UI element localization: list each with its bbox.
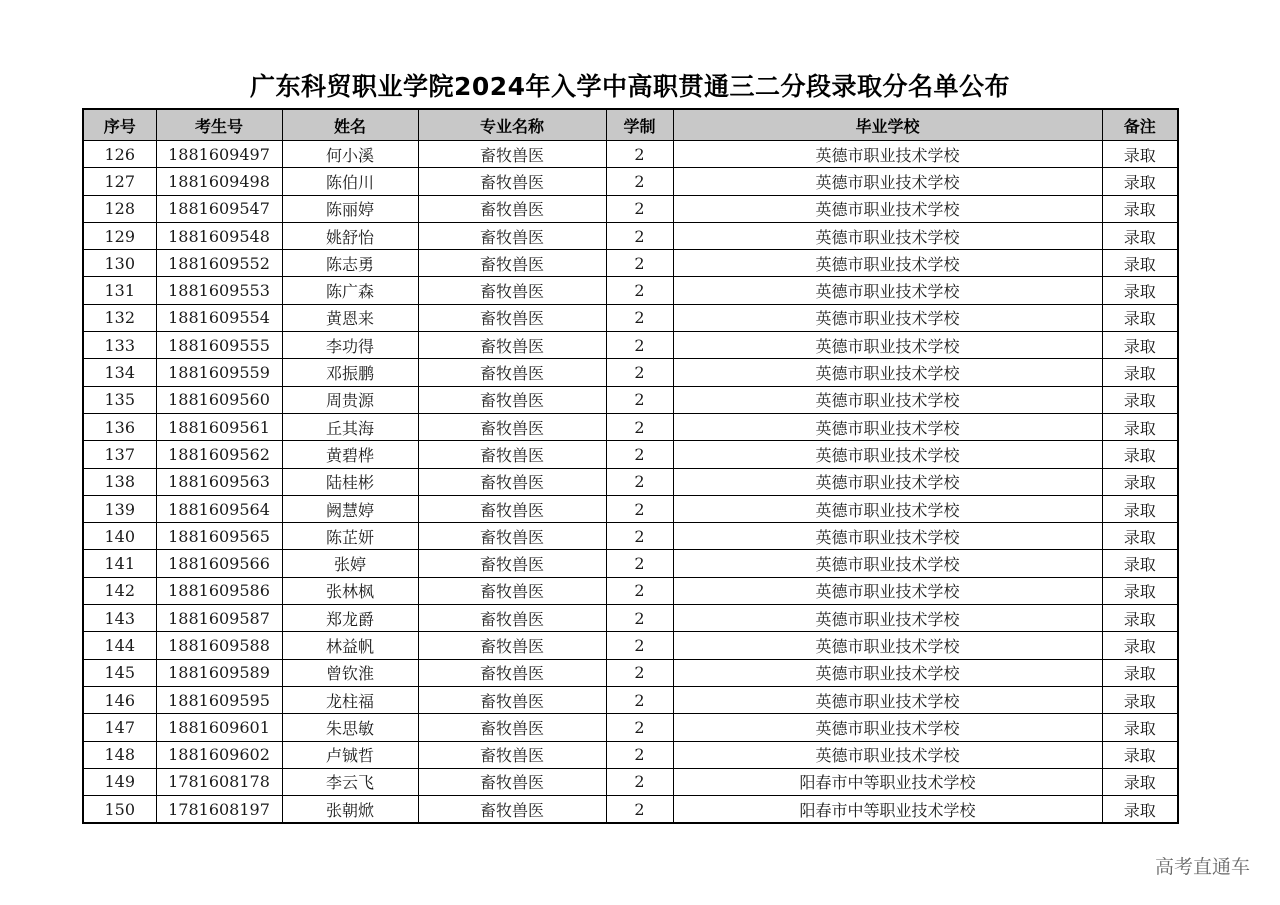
table-row [83,714,1178,741]
cell-exam-id: 1881609559 [156,359,282,386]
cell-name: 张婷 [282,550,418,577]
cell-major: 畜牧兽医 [418,250,606,277]
cell-major: 畜牧兽医 [418,386,606,413]
cell-seq: 149 [83,768,156,795]
cell-name: 丘其海 [282,413,418,440]
table-row [83,495,1178,522]
cell-school: 阳春市中等职业技术学校 [673,768,1102,795]
cell-remark: 录取 [1102,468,1178,495]
table-row [83,277,1178,304]
cell-seq: 150 [83,796,156,824]
cell-exam-id: 1881609588 [156,632,282,659]
cell-exam-id: 1881609563 [156,468,282,495]
cell-school: 英德市职业技术学校 [673,304,1102,331]
table-row [83,250,1178,277]
watermark-text: 高考直通车 [1154,856,1250,878]
cell-remark: 录取 [1102,714,1178,741]
cell-remark: 录取 [1102,605,1178,632]
table-row [83,741,1178,768]
table-row [83,359,1178,386]
cell-remark: 录取 [1102,386,1178,413]
cell-exam-id: 1881609601 [156,714,282,741]
cell-school: 英德市职业技术学校 [673,222,1102,249]
cell-remark: 录取 [1102,741,1178,768]
cell-major: 畜牧兽医 [418,768,606,795]
header-row [83,109,1178,141]
cell-major: 畜牧兽医 [418,332,606,359]
cell-major: 畜牧兽医 [418,195,606,222]
cell-duration: 2 [606,550,673,577]
cell-remark: 录取 [1102,659,1178,686]
header-remark: 备注 [1102,109,1178,141]
cell-exam-id: 1881609586 [156,577,282,604]
cell-school: 英德市职业技术学校 [673,195,1102,222]
cell-name: 陈芷妍 [282,523,418,550]
cell-exam-id: 1881609498 [156,168,282,195]
cell-duration: 2 [606,168,673,195]
table-row [83,523,1178,550]
cell-school: 英德市职业技术学校 [673,141,1102,168]
cell-seq: 130 [83,250,156,277]
cell-name: 陈志勇 [282,250,418,277]
cell-seq: 131 [83,277,156,304]
cell-duration: 2 [606,332,673,359]
table-row [83,659,1178,686]
cell-major: 畜牧兽医 [418,796,606,824]
cell-name: 阙慧婷 [282,495,418,522]
cell-seq: 147 [83,714,156,741]
cell-duration: 2 [606,441,673,468]
cell-name: 林益帆 [282,632,418,659]
cell-school: 英德市职业技术学校 [673,523,1102,550]
cell-name: 陈伯川 [282,168,418,195]
cell-exam-id: 1881609554 [156,304,282,331]
cell-major: 畜牧兽医 [418,277,606,304]
cell-major: 畜牧兽医 [418,605,606,632]
cell-major: 畜牧兽医 [418,659,606,686]
cell-name: 何小溪 [282,141,418,168]
cell-name: 姚舒怡 [282,222,418,249]
cell-duration: 2 [606,741,673,768]
cell-duration: 2 [606,605,673,632]
cell-remark: 录取 [1102,250,1178,277]
cell-major: 畜牧兽医 [418,632,606,659]
table-row [83,577,1178,604]
cell-remark: 录取 [1102,222,1178,249]
cell-major: 畜牧兽医 [418,523,606,550]
cell-major: 畜牧兽医 [418,359,606,386]
table-row [83,195,1178,222]
cell-major: 畜牧兽医 [418,714,606,741]
cell-seq: 148 [83,741,156,768]
cell-seq: 134 [83,359,156,386]
cell-remark: 录取 [1102,441,1178,468]
cell-seq: 127 [83,168,156,195]
cell-duration: 2 [606,304,673,331]
cell-seq: 133 [83,332,156,359]
header-major: 专业名称 [418,109,606,141]
cell-remark: 录取 [1102,195,1178,222]
cell-duration: 2 [606,277,673,304]
cell-exam-id: 1881609564 [156,495,282,522]
cell-seq: 141 [83,550,156,577]
cell-remark: 录取 [1102,523,1178,550]
cell-name: 黄碧桦 [282,441,418,468]
cell-remark: 录取 [1102,796,1178,824]
cell-exam-id: 1881609561 [156,413,282,440]
cell-major: 畜牧兽医 [418,413,606,440]
cell-seq: 129 [83,222,156,249]
cell-duration: 2 [606,468,673,495]
cell-major: 畜牧兽医 [418,577,606,604]
cell-school: 英德市职业技术学校 [673,441,1102,468]
cell-duration: 2 [606,250,673,277]
cell-school: 英德市职业技术学校 [673,250,1102,277]
cell-seq: 143 [83,605,156,632]
cell-duration: 2 [606,195,673,222]
table-row [83,686,1178,713]
cell-remark: 录取 [1102,550,1178,577]
cell-name: 李云飞 [282,768,418,795]
cell-school: 英德市职业技术学校 [673,605,1102,632]
cell-seq: 128 [83,195,156,222]
cell-name: 邓振鹏 [282,359,418,386]
cell-duration: 2 [606,413,673,440]
cell-exam-id: 1881609553 [156,277,282,304]
table-row [83,632,1178,659]
cell-school: 英德市职业技术学校 [673,659,1102,686]
table-row [83,796,1178,824]
table-row [83,768,1178,795]
header-exam-id: 考生号 [156,109,282,141]
cell-exam-id: 1881609587 [156,605,282,632]
cell-exam-id: 1781608178 [156,768,282,795]
cell-school: 英德市职业技术学校 [673,168,1102,195]
cell-exam-id: 1781608197 [156,796,282,824]
cell-exam-id: 1881609560 [156,386,282,413]
cell-remark: 录取 [1102,168,1178,195]
cell-school: 英德市职业技术学校 [673,686,1102,713]
cell-major: 畜牧兽医 [418,741,606,768]
cell-school: 英德市职业技术学校 [673,714,1102,741]
table-row [83,468,1178,495]
table-row [83,141,1178,168]
table-row [83,605,1178,632]
table-row [83,550,1178,577]
cell-name: 陈广森 [282,277,418,304]
cell-school: 阳春市中等职业技术学校 [673,796,1102,824]
cell-name: 陈丽婷 [282,195,418,222]
cell-duration: 2 [606,768,673,795]
cell-major: 畜牧兽医 [418,686,606,713]
cell-duration: 2 [606,577,673,604]
cell-major: 畜牧兽医 [418,550,606,577]
cell-major: 畜牧兽医 [418,222,606,249]
cell-duration: 2 [606,222,673,249]
cell-remark: 录取 [1102,413,1178,440]
cell-remark: 录取 [1102,332,1178,359]
cell-name: 朱思敏 [282,714,418,741]
table-row [83,168,1178,195]
cell-school: 英德市职业技术学校 [673,386,1102,413]
cell-seq: 145 [83,659,156,686]
cell-name: 周贵源 [282,386,418,413]
cell-seq: 138 [83,468,156,495]
cell-school: 英德市职业技术学校 [673,468,1102,495]
header-duration: 学制 [606,109,673,141]
cell-name: 郑龙爵 [282,605,418,632]
cell-seq: 135 [83,386,156,413]
cell-exam-id: 1881609595 [156,686,282,713]
cell-school: 英德市职业技术学校 [673,550,1102,577]
cell-school: 英德市职业技术学校 [673,495,1102,522]
cell-exam-id: 1881609552 [156,250,282,277]
cell-seq: 136 [83,413,156,440]
cell-duration: 2 [606,495,673,522]
header-school: 毕业学校 [673,109,1102,141]
cell-major: 畜牧兽医 [418,495,606,522]
cell-remark: 录取 [1102,632,1178,659]
cell-school: 英德市职业技术学校 [673,632,1102,659]
cell-seq: 142 [83,577,156,604]
cell-exam-id: 1881609497 [156,141,282,168]
cell-remark: 录取 [1102,277,1178,304]
cell-major: 畜牧兽医 [418,441,606,468]
cell-school: 英德市职业技术学校 [673,277,1102,304]
cell-duration: 2 [606,523,673,550]
cell-exam-id: 1881609566 [156,550,282,577]
cell-remark: 录取 [1102,768,1178,795]
cell-duration: 2 [606,386,673,413]
cell-duration: 2 [606,659,673,686]
cell-exam-id: 1881609602 [156,741,282,768]
cell-name: 李功得 [282,332,418,359]
cell-duration: 2 [606,686,673,713]
table-row [83,386,1178,413]
cell-seq: 139 [83,495,156,522]
cell-exam-id: 1881609548 [156,222,282,249]
cell-school: 英德市职业技术学校 [673,332,1102,359]
cell-seq: 126 [83,141,156,168]
table-row [83,413,1178,440]
cell-name: 黄恩来 [282,304,418,331]
cell-exam-id: 1881609589 [156,659,282,686]
cell-duration: 2 [606,141,673,168]
cell-school: 英德市职业技术学校 [673,577,1102,604]
cell-remark: 录取 [1102,495,1178,522]
table-row [83,222,1178,249]
cell-duration: 2 [606,714,673,741]
cell-major: 畜牧兽医 [418,304,606,331]
page-title: 广东科贸职业学院2024年入学中高职贯通三二分段录取分名单公布 [249,72,1011,101]
cell-name: 曾钦淮 [282,659,418,686]
cell-exam-id: 1881609562 [156,441,282,468]
cell-school: 英德市职业技术学校 [673,359,1102,386]
cell-seq: 140 [83,523,156,550]
cell-school: 英德市职业技术学校 [673,741,1102,768]
cell-exam-id: 1881609565 [156,523,282,550]
cell-name: 张林枫 [282,577,418,604]
cell-remark: 录取 [1102,359,1178,386]
cell-seq: 132 [83,304,156,331]
table-row [83,441,1178,468]
table-row [83,304,1178,331]
cell-seq: 144 [83,632,156,659]
cell-major: 畜牧兽医 [418,168,606,195]
cell-major: 畜牧兽医 [418,468,606,495]
cell-remark: 录取 [1102,686,1178,713]
cell-duration: 2 [606,359,673,386]
cell-exam-id: 1881609547 [156,195,282,222]
cell-name: 龙柱福 [282,686,418,713]
cell-seq: 146 [83,686,156,713]
table-header [83,109,1178,141]
cell-duration: 2 [606,796,673,824]
table-body [83,141,1178,824]
cell-remark: 录取 [1102,577,1178,604]
cell-major: 畜牧兽医 [418,141,606,168]
cell-remark: 录取 [1102,304,1178,331]
admission-table [82,108,1179,824]
cell-seq: 137 [83,441,156,468]
cell-exam-id: 1881609555 [156,332,282,359]
cell-remark: 录取 [1102,141,1178,168]
cell-name: 张朝焮 [282,796,418,824]
cell-name: 陆桂彬 [282,468,418,495]
cell-name: 卢铖哲 [282,741,418,768]
header-name: 姓名 [282,109,418,141]
header-seq: 序号 [83,109,156,141]
cell-duration: 2 [606,632,673,659]
cell-school: 英德市职业技术学校 [673,413,1102,440]
table-row [83,332,1178,359]
